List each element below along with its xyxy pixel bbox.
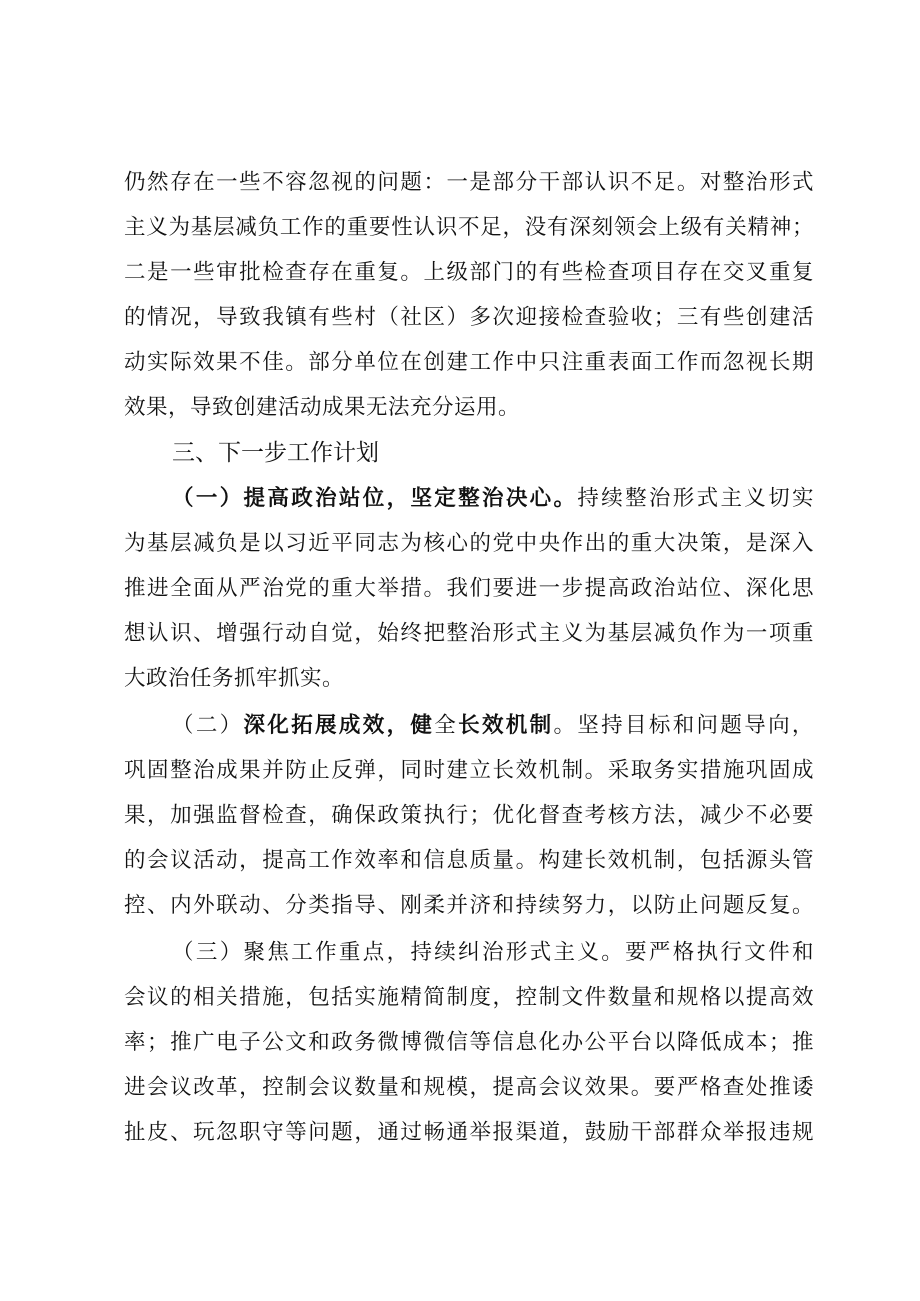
text-line: 进会议改革，控制会议数量和规模，提高会议效果。要严格查处推诿: [124, 1075, 814, 1100]
text-line: 果，加强监督检查，确保政策执行；优化督查考核方法，减少不必要: [124, 803, 814, 828]
text-line: 仍然存在一些不容忽视的问题：一是部分干部认识不足。对整治形式: [124, 170, 814, 195]
item-1-title: （一）提高政治站位，坚定整治决心。: [172, 486, 578, 511]
item-1-first-line: [124, 476, 814, 521]
paragraph-item-2: [124, 703, 814, 928]
text-line: 巩固整治成果并防止反弹，同时建立长效机制。采取务实措施巩固成: [124, 758, 814, 783]
item-3-first-line: （三）聚焦工作重点，持续纠治形式主义。要严格执行文件和: [172, 940, 814, 965]
text-line: 扯皮、玩忽职守等问题，通过畅通举报渠道，鼓励干部群众举报违规: [124, 1120, 814, 1145]
text-line: 动实际效果不佳。部分单位在创建工作中只注重表面工作而忽视长期: [124, 350, 814, 375]
text-line: 的会议活动，提高工作效率和信息质量。构建长效机制，包括源头管: [124, 848, 814, 873]
text-line: 为基层减负是以习近平同志为核心的党中央作出的重大决策，是深入: [124, 531, 814, 556]
text-line: 推进全面从严治党的重大举措。我们要进一步提高政治站位、深化思: [124, 576, 814, 601]
item-2-title: 深化拓展成效，健: [243, 713, 435, 738]
item-2-first-line-text: 。坚持目标和问题导向，: [553, 713, 814, 738]
text-line: 率；推广电子公文和政务微博微信等信息化办公平台以降低成本；推: [124, 1030, 814, 1055]
section-heading: 三、下一步工作计划: [172, 440, 379, 466]
item-2-first-line: [124, 703, 814, 748]
text-line: 的情况，导致我镇有些村（社区）多次迎接检查验收；三有些创建活: [124, 305, 814, 330]
text-line: 控、内外联动、分类指导、刚柔并济和持续努力，以防止问题反复。: [124, 893, 814, 918]
paragraph-problems: [124, 160, 814, 430]
item-2-title-end: 长效机制: [458, 713, 554, 738]
text-line: 想认识、增强行动自觉，始终把整治形式主义为基层减负作为一项重: [124, 621, 814, 646]
item-1-first-line-text: 持续整治形式主义切实: [577, 486, 814, 511]
text-line: 会议的相关措施，包括实施精简制度，控制文件数量和规格以提高效: [124, 985, 814, 1010]
text-line: 大政治任务抓牢抓实。: [124, 666, 345, 691]
item-2-title-mid: 全: [434, 713, 459, 738]
item-2-prefix: （二）: [172, 713, 244, 738]
text-line: 效果，导致创建活动成果无法充分运用。: [124, 395, 521, 420]
paragraph-item-3: [124, 930, 814, 1155]
paragraph-item-1: [124, 476, 814, 701]
document-body: [124, 160, 814, 1155]
text-line: 主义为基层减负工作的重要性认识不足，没有深刻领会上级有关精神；: [124, 215, 814, 240]
text-line: 二是一些审批检查存在重复。上级部门的有些检查项目存在交叉重复: [124, 260, 814, 285]
